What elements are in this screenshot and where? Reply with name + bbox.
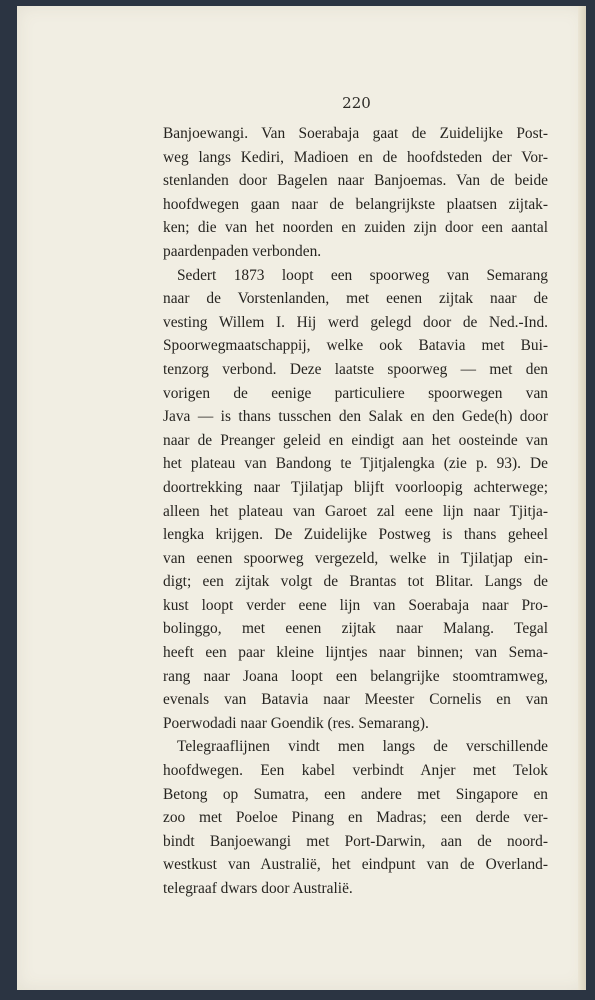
text-line: Java — is thans tusschen den Salak en den Gede(h) door [163,408,548,426]
text-line: naar de Preanger geleid en eindigt aan het oosteinde van [163,431,548,449]
text-line: Sedert 1873 loopt een spoorweg van Semarang [177,266,548,284]
text-line: evenals van Batavia naar Meester Cornelis en van [163,691,548,709]
text-line: bindt Banjoewangi met Port-Darwin, aan de noord- [163,832,548,850]
body-text [163,122,548,901]
text-line: stenlanden door Bagelen naar Banjoemas. Van de beide [163,172,548,190]
page-edge [578,6,586,990]
text-line: telegraaf dwars door Australië. [163,880,353,897]
text-line: doortrekking naar Tjilatjap blijft voorloopig achterwege; [163,478,548,496]
text-line: Spoorwegmaatschappij, welke ook Batavia met Bui- [163,337,548,355]
text-line: vesting Willem I. Hij werd gelegd door de Ned.-Ind. [163,313,548,331]
text-line: zoo met Poeloe Pinang en Madras; een derde ver- [163,809,548,827]
text-line: naar de Vorstenlanden, met eenen zijtak naar de [163,290,548,308]
text-line: kust loopt verder eene lijn van Soerabaja naar Pro- [163,596,548,614]
text-line: heeft een paar kleine lijntjes naar binnen; van Sema- [163,644,548,662]
text-line: Banjoewangi. Van Soerabaja gaat de Zuidelijke Post- [163,125,548,142]
text-line: westkust van Australië, het eindpunt van de Overland- [163,856,548,874]
text-line: paardenpaden verbonden. [163,242,322,260]
text-line: Betong op Sumatra, een andere met Singapore en [163,785,548,803]
text-line: alleen het plateau van Garoet zal eene lijn naar Tjitja- [163,502,548,520]
text-line: lengka krijgen. De Zuidelijke Postweg is thans geheel [163,526,548,544]
text-line: tenzorg verbond. Deze laatste spoorweg — met den [163,360,548,378]
text-line: hoofdwegen gaan naar de belangrijkste plaatsen zijtak- [163,195,548,213]
text-line: weg langs Kediri, Madioen en de hoofdsteden der Vor- [163,148,548,166]
text-line: rang naar Joana loopt een belangrijke stoomtramweg, [163,667,548,685]
text-line: hoofdwegen. Een kabel verbindt Anjer met Telok [163,762,548,780]
text-line: Telegraaflijnen vindt men langs de verschillende [177,738,548,756]
text-line: van eenen spoorweg vergezeld, welke in Tjilatjap ein- [163,549,548,567]
text-line: vorigen de eenige particuliere spoorwegen van [163,384,548,402]
text-line: bolinggo, met eenen zijtak naar Malang. Tegal [163,620,548,638]
text-line: het plateau van Bandong te Tjitjalengka (zie p. 93). De [163,455,548,473]
text-line: Poerwodadi naar Goendik (res. Semarang). [163,714,429,732]
page-number: 220 [342,94,371,112]
text-line: ken; die van het noorden en zuiden zijn door een aantal [163,219,548,237]
text-line: digt; een zijtak volgt de Brantas tot Blitar. Langs de [163,573,548,591]
book-page [17,6,586,990]
